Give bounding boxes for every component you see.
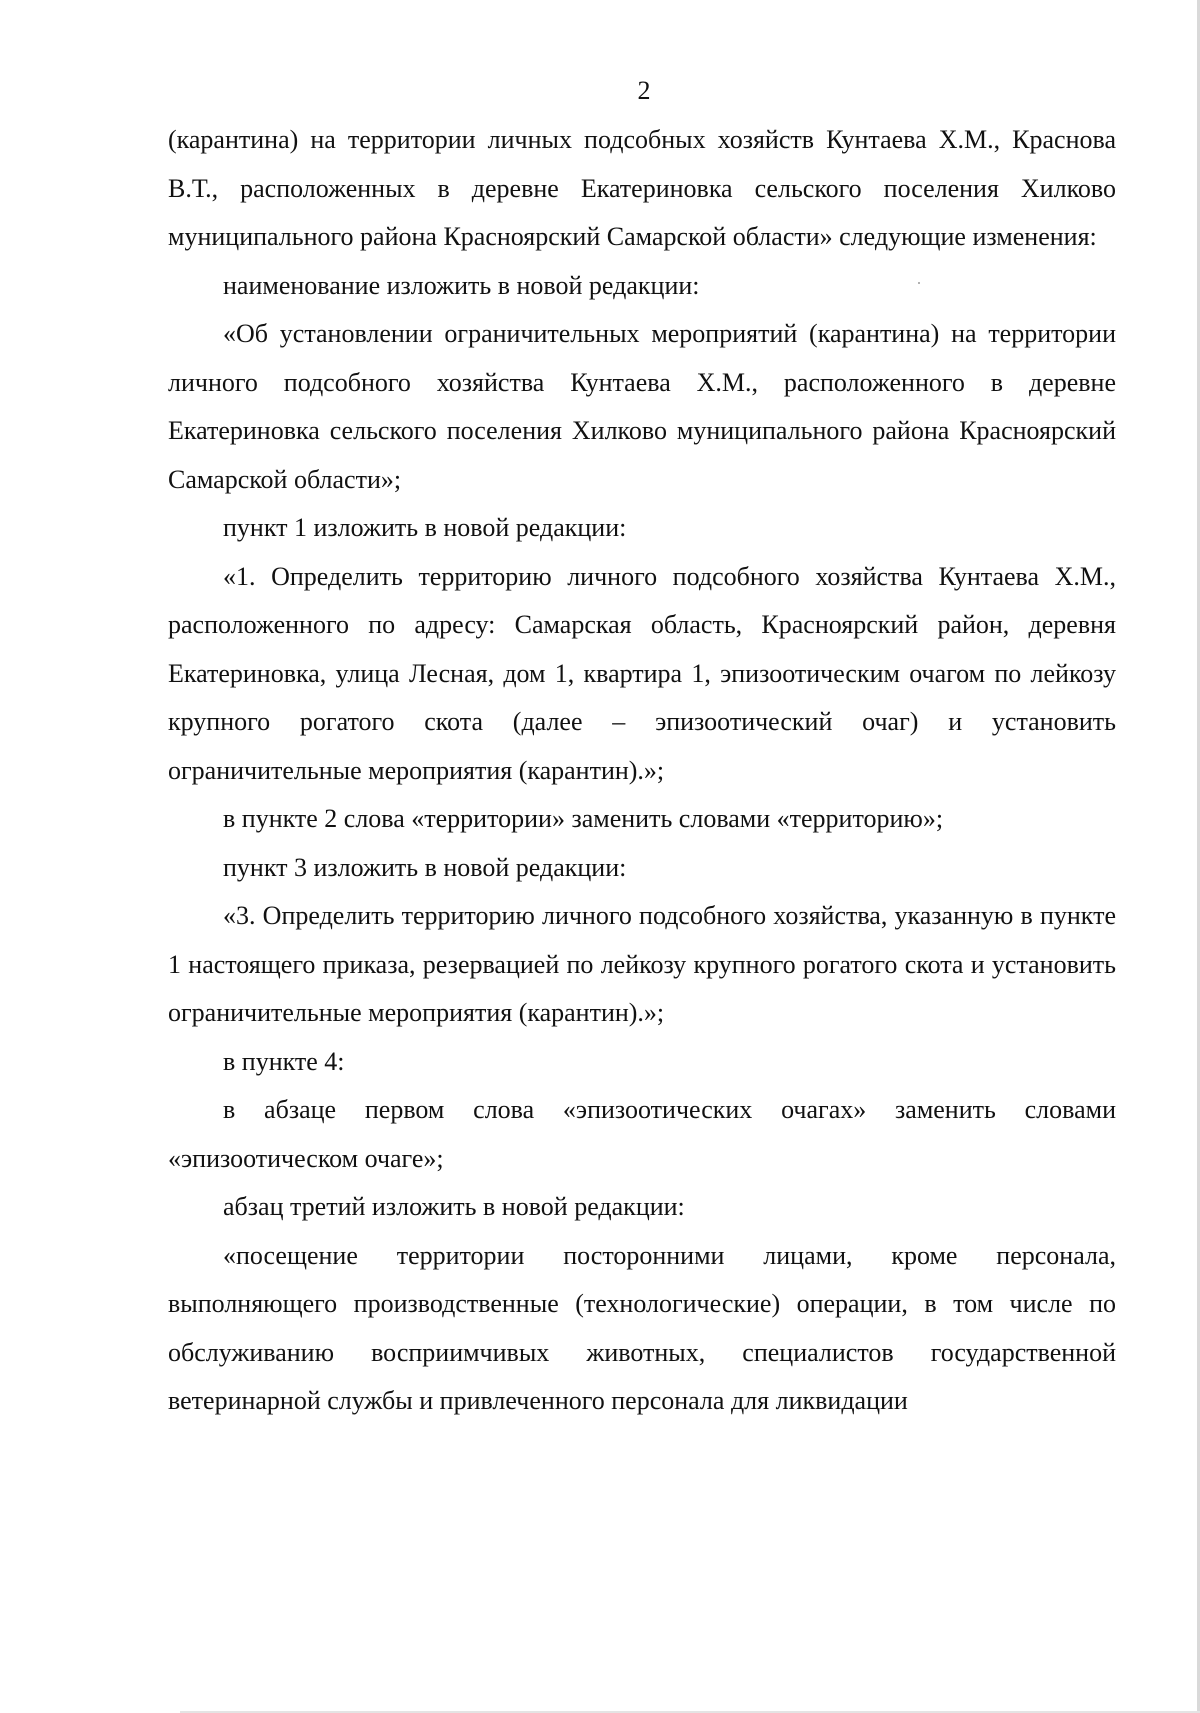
paragraph: наименование изложить в новой редакции: [223,270,700,300]
paragraph: «1. Определить территорию личного подсобного хозяйства Кунтаева Х.М., расположенного по адресу: Самарская область, Красноярский район, деревня Екатериновка, улица Лесная, дом 1, квартира 1, эпизоотическим очагом по лейкозу крупного рогатого скота (далее – эпизоотический очаг) и установить ограничительные мероприятия (карантин).»; [168,561,1116,785]
paragraph: пункт 1 изложить в новой редакции: [223,513,627,542]
paragraph: в пункте 2 слова «территории» заменить словами «территорию»; [223,804,944,833]
document-body [168,116,1116,1426]
paragraph: (карантина) на территории личных подсобных хозяйств Кунтаева Х.М., Краснова В.Т., расположенных в деревне Екатериновка сельского поселения Хилково муниципального района Красноярский Самарской области» следующие изменения: [168,125,1116,251]
paragraph: «посещение территории посторонними лицами, кроме персонала, выполняющего производственные (технологические) операции, в том числе по обслуживанию восприимчивых животных, специалистов государственной ветеринарной службы и привлеченного персонала для ликвидации [168,1240,1116,1415]
paragraph: в абзаце первом слова «эпизоотических очагах» заменить словами «эпизоотическом очаге»; [168,1095,1116,1173]
paragraph: «Об установлении ограничительных мероприятий (карантина) на территории личного подсобного хозяйства Кунтаева Х.М., расположенного в деревне Екатериновка сельского поселения Хилково муниципального района Красноярский Самарской области»; [168,319,1116,494]
scan-speck [918,282,920,284]
paragraph: абзац третий изложить в новой редакции: [223,1192,685,1221]
paragraph: «3. Определить территорию личного подсобного хозяйства, указанную в пункте 1 настоящего приказа, резервацией по лейкозу крупного рогатого скота и установить ограничительные мероприятия (карантин).»; [168,901,1116,1027]
paragraph: в пункте 4: [223,1046,345,1076]
page-number: 2 [637,76,651,105]
paragraph: пункт 3 изложить в новой редакции: [223,852,627,882]
